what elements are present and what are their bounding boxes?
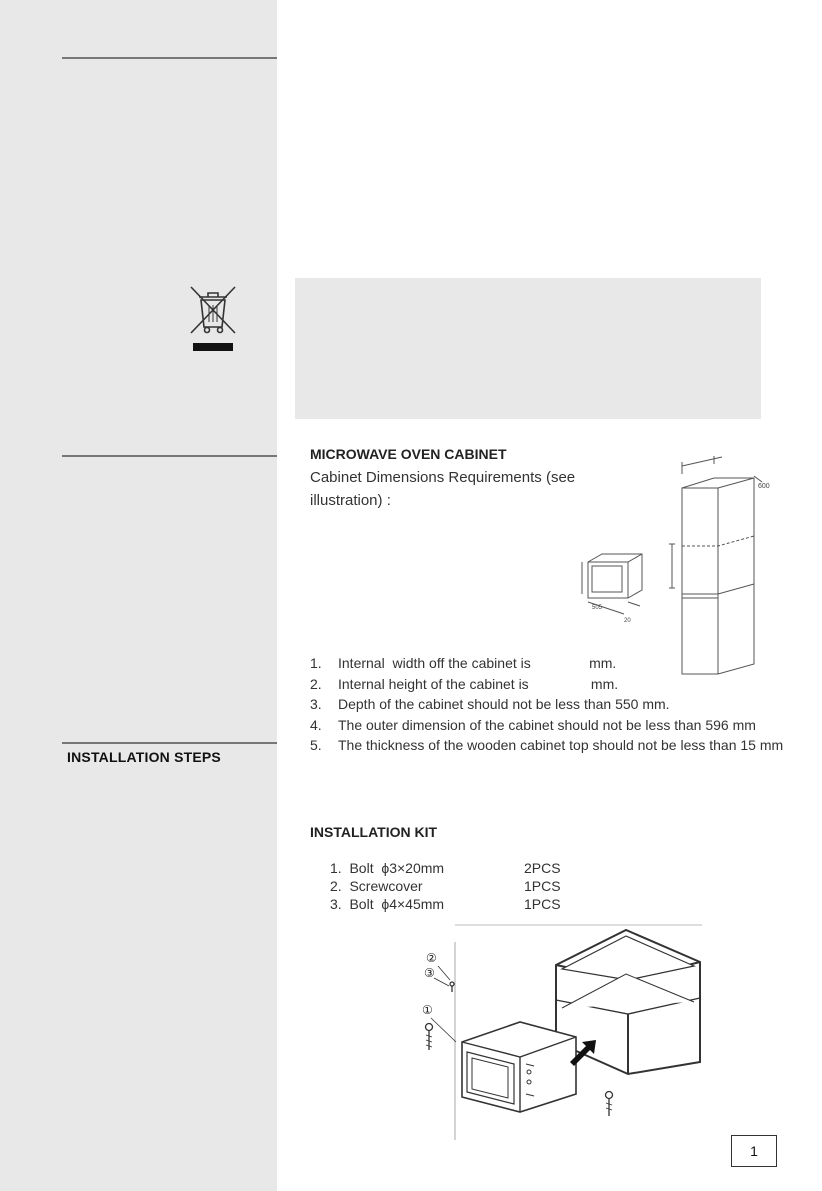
- list-item: [330, 877, 561, 895]
- list-item-number: 1.: [310, 655, 322, 671]
- weee-bin-icon: [188, 283, 238, 355]
- installation-kit-title: INSTALLATION KIT: [310, 824, 438, 840]
- list-item: [330, 859, 561, 877]
- kit-item-qty: 1PCS: [524, 896, 561, 912]
- list-item: [310, 715, 790, 736]
- kit-item-label: 1. Bolt ϕ3×20mm: [330, 860, 445, 876]
- list-item-text: Internal height of the cabinet is mm.: [338, 675, 619, 692]
- list-item-text: The thickness of the wooden cabinet top should not be less than 15 mm: [338, 737, 784, 753]
- cabinet-section-title: MICROWAVE OVEN CABINET: [310, 446, 507, 462]
- cabinet-intro-line1: Cabinet Dimensions Requirements (see: [310, 469, 576, 486]
- list-item: [310, 674, 790, 695]
- kit-item-label: 3. Bolt ϕ4×45mm: [330, 896, 445, 912]
- kit-item-label: 2. Screwcover: [330, 878, 423, 894]
- cabinet-requirements-list: [310, 653, 790, 756]
- cabinet-intro-line2: illustration) :: [310, 492, 391, 509]
- page-number: 1: [731, 1135, 777, 1167]
- installation-illustration: [410, 922, 710, 1144]
- list-item-text: Internal width off the cabinet is mm.: [338, 655, 617, 671]
- list-item: [310, 694, 790, 715]
- list-item-number: 4.: [310, 716, 322, 733]
- list-item: [310, 735, 790, 756]
- part-marker-3: ③: [424, 966, 435, 980]
- cabinet-width-label: 600: [758, 483, 770, 490]
- list-item-number: 2.: [310, 675, 322, 692]
- list-item: [310, 653, 790, 674]
- sidebar-divider-bottom: [62, 742, 277, 744]
- notice-box: [295, 278, 761, 419]
- list-item-number: 3.: [310, 696, 322, 712]
- installation-steps-heading: INSTALLATION STEPS: [67, 749, 221, 765]
- list-item-text: Depth of the cabinet should not be less than 550 mm.: [338, 696, 670, 712]
- sidebar-divider-top: [62, 57, 277, 59]
- sidebar-divider-middle: [62, 455, 277, 457]
- list-item-text: The outer dimension of the cabinet should not be less than 596 mm: [338, 716, 756, 733]
- oven-depth-label: 505: [592, 605, 603, 611]
- part-marker-2: ②: [426, 951, 437, 965]
- kit-item-qty: 1PCS: [524, 878, 561, 894]
- sidebar-panel: [0, 0, 277, 1191]
- list-item: [330, 895, 561, 913]
- installation-kit-list: [330, 859, 561, 913]
- kit-item-qty: 2PCS: [524, 860, 561, 876]
- list-item-number: 5.: [310, 737, 322, 753]
- part-marker-1: ①: [422, 1003, 433, 1017]
- cabinet-dimensions-illustration: [572, 456, 792, 681]
- oven-offset-label: 20: [624, 618, 631, 624]
